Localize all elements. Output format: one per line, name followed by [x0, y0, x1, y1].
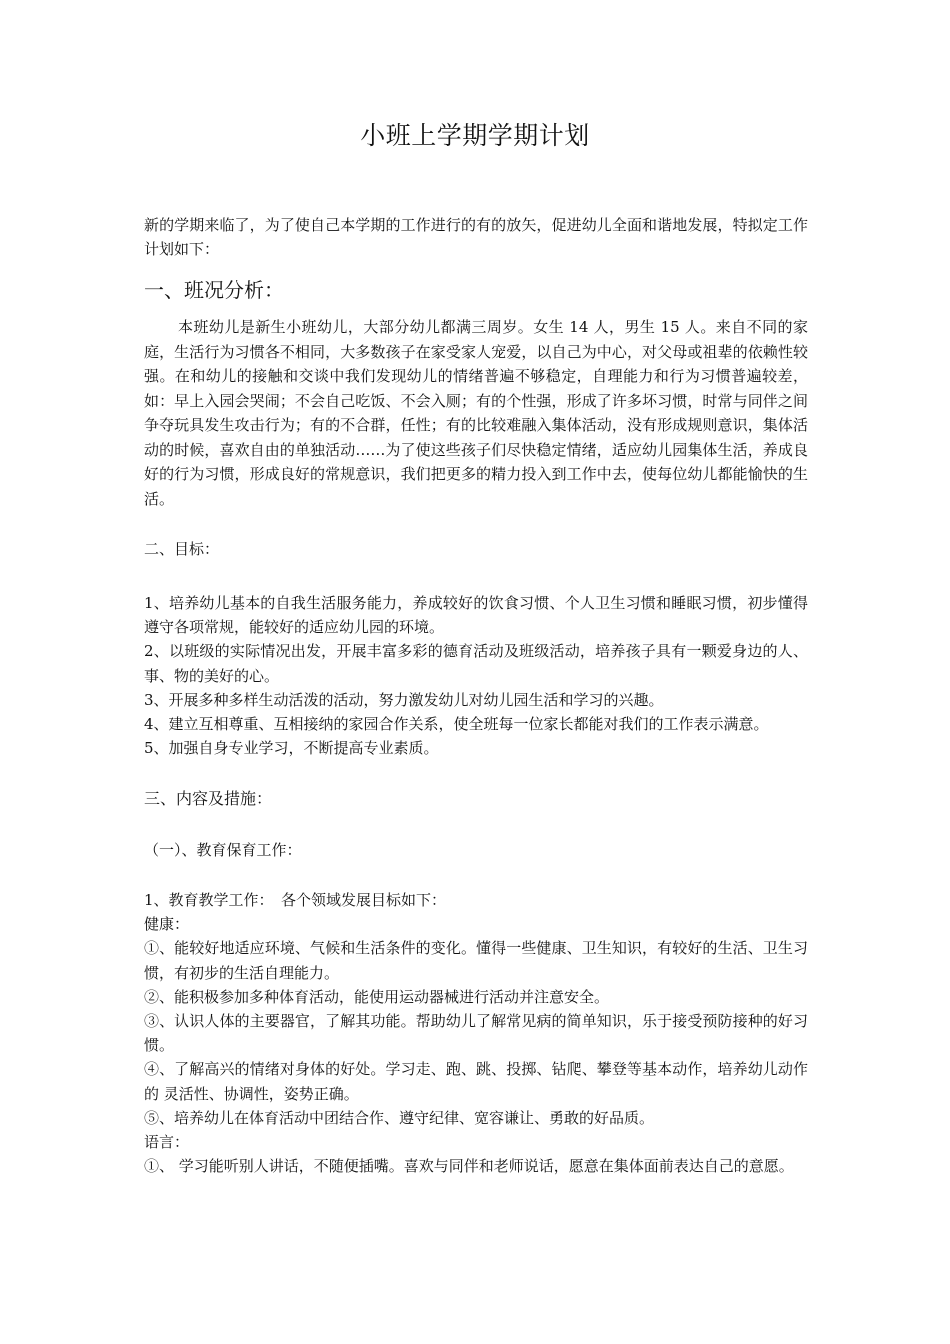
section-heading-goals: 二、目标： [144, 540, 220, 558]
content-line: 语言： [144, 1133, 190, 1152]
content-line: ②、能积极参加多种体育活动，能使用运动器械进行活动并注意安全。 [144, 987, 610, 1006]
goal-item: 3、开展多种多样生动活泼的活动，努力激发幼儿对幼儿园生活和学习的兴趣。 [144, 690, 664, 709]
content-line: ④、了解高兴的情绪对身体的好处。学习走、跑、跳、投掷、钻爬、攀登等基本动作，培养幼儿动作的 灵活性、协调性，姿势正确。 [144, 1060, 808, 1103]
content-line: ①、 学习能听别人讲话，不随便插嘴。喜欢与同伴和老师说话，愿意在集体面前表达自己的意愿。 [144, 1157, 794, 1176]
content-line: ③、认识人体的主要器官，了解其功能。帮助幼儿了解常见病的简单知识，乐于接受预防接种的好习惯。 [144, 1012, 808, 1055]
class-analysis-paragraph: 本班幼儿是新生小班幼儿，大部分幼儿都满三周岁。女生 14 人，男生 15 人。来自不同的家庭，生活行为习惯各不相同，大多数孩子在家受家人宠爱，以自己为中心，对父母或祖辈的依赖性较强。在和幼儿的接触和交谈中我们发现幼儿的情绪普遍不够稳定，自理能力和行为习惯普遍较差，如：早上入园会哭闹；不会自己吃饭、不会入厕；有的个性强，形成了许多坏习惯，时常与同伴之间争夺玩具发生攻击行为；有的不合群，任性；有的比较难融入集体活动，没有形成规则意识，集体活动的时候，喜欢自由的单独活动……为了使这些孩子们尽快稳定情绪，适应幼儿园集体生活，养成良好的行为习惯，形成良好的常规意识，我们把更多的精力投入到工作中去，使每位幼儿都能愉快的生活。 [144, 318, 808, 508]
subsection-heading-education: （一）、教育保育工作： [144, 841, 302, 859]
content-line: ⑤、培养幼儿在体育活动中团结合作、遵守纪律、宽容谦让、勇敢的好品质。 [144, 1108, 655, 1127]
goals-list [144, 591, 808, 760]
goal-item: 2、以班级的实际情况出发，开展丰富多彩的德育活动及班级活动，培养孩子具有一颗爱身边的人、事、物的美好的心。 [144, 642, 808, 685]
content-line: 健康： [144, 915, 190, 934]
document-title: 小班上学期学期计划 [360, 121, 590, 150]
goal-item: 4、建立互相尊重、互相接纳的家园合作关系，使全班每一位家长都能对我们的工作表示满意。 [144, 715, 769, 734]
intro-paragraph: 新的学期来临了，为了使自己本学期的工作进行的有的放矢，促进幼儿全面和谐地发展，特拟定工作计划如下： [144, 216, 808, 258]
goal-item: 1、培养幼儿基本的自我生活服务能力，养成较好的饮食习惯、个人卫生习惯和睡眠习惯，初步懂得遵守各项常规，能较好的适应幼儿园的环境。 [144, 594, 808, 637]
section-heading-contents: 三、内容及措施： [144, 789, 273, 808]
section-heading-class-analysis: 一、班况分析： [144, 278, 284, 302]
goal-item: 5、加强自身专业学习，不断提高专业素质。 [144, 739, 439, 758]
contents-list [144, 888, 808, 1178]
content-line: ①、能较好地适应环境、气候和生活条件的变化。懂得一些健康、卫生知识，有较好的生活、卫生习惯，有初步的生活自理能力。 [144, 939, 808, 982]
content-line: 1、教育教学工作： 各个领域发展目标如下： [144, 891, 447, 909]
